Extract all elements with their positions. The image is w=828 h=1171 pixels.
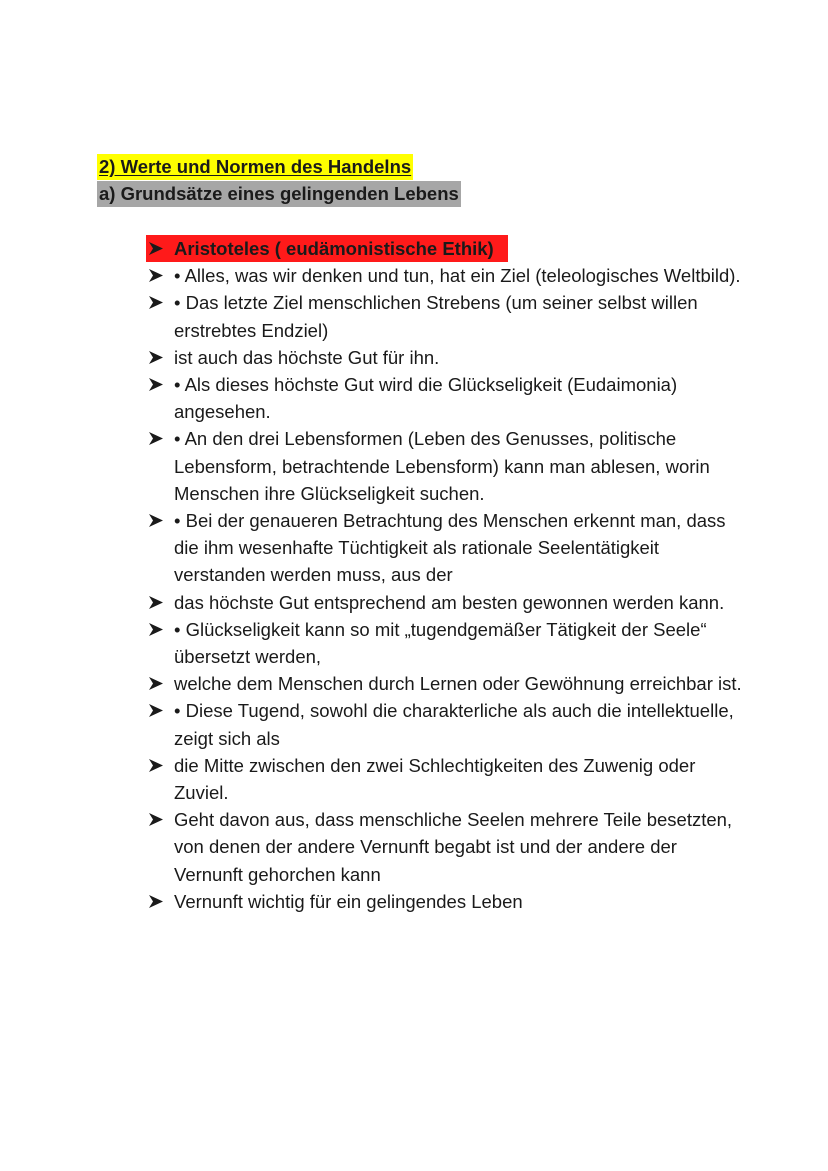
arrow-bullet-icon <box>148 622 164 637</box>
list-item-text: • An den drei Lebensformen (Leben des Genusses, politische Lebensform, betrachtende Lebensform) kann man ablesen, worin Menschen ihre Glückseligkeit suchen. <box>174 428 710 504</box>
arrow-bullet-icon <box>148 268 164 283</box>
arrow-bullet-icon <box>148 295 164 310</box>
list-item <box>146 888 746 915</box>
list-item <box>146 670 746 697</box>
list-item <box>146 697 746 751</box>
arrow-bullet-icon <box>148 431 164 446</box>
list-item-text: ist auch das höchste Gut für ihn. <box>174 346 440 368</box>
list-item <box>146 344 746 371</box>
arrow-bullet-icon <box>148 894 164 909</box>
list-item-text: • Glückseligkeit kann so mit „tugendgemäßer Tätigkeit der Seele“ übersetzt werden, <box>174 618 707 668</box>
arrow-bullet-icon <box>148 812 164 827</box>
list-item-aristoteles <box>146 235 508 262</box>
list-item <box>146 806 746 888</box>
arrow-bullet-icon <box>148 377 164 392</box>
list-item-text: • Bei der genaueren Betrachtung des Menschen erkennt man, dass die ihm wesenhafte Tüchtigkeit als rationale Seelentätigkeit verstanden werden muss, aus der <box>174 510 726 586</box>
arrow-bullet-icon <box>148 676 164 691</box>
list-item <box>146 262 746 289</box>
list-item-text: Geht davon aus, dass menschliche Seelen mehrere Teile besetzten, von denen der andere Vernunft begabt ist und der andere der Vernunft gehorchen kann <box>174 809 733 885</box>
highlighted-text: Aristoteles ( eudämonistische Ethik) <box>146 235 508 262</box>
list-item <box>146 507 746 589</box>
list-item <box>146 616 746 670</box>
list-item <box>146 371 746 425</box>
list-item-text: • Das letzte Ziel menschlichen Strebens (um seiner selbst willen erstrebtes Endziel) <box>174 292 698 341</box>
list-item <box>146 589 746 616</box>
bullet-list <box>146 235 746 915</box>
section-title: 2) Werte und Normen des Handelns <box>97 154 413 180</box>
list-item-text: welche dem Menschen durch Lernen oder Gewöhnung erreichbar ist. <box>174 673 742 695</box>
list-item-text: • Alles, was wir denken und tun, hat ein Ziel (teleologisches Weltbild). <box>174 265 741 287</box>
arrow-bullet-icon <box>148 350 164 365</box>
arrow-bullet-icon <box>148 513 164 528</box>
list-item-text: die Mitte zwischen den zwei Schlechtigkeiten des Zuwenig oder Zuviel. <box>174 754 696 804</box>
arrow-bullet-icon <box>148 758 164 773</box>
list-item <box>146 425 746 507</box>
list-item-text: Vernunft wichtig für ein gelingendes Leben <box>174 890 523 912</box>
arrow-bullet-icon <box>148 595 164 610</box>
list-item <box>146 289 746 343</box>
list-item-text: das höchste Gut entsprechend am besten gewonnen werden kann. <box>174 591 725 613</box>
arrow-bullet-icon <box>148 703 164 718</box>
arrow-bullet-icon <box>148 241 164 256</box>
list-item-text: • Diese Tugend, sowohl die charakterliche als auch die intellektuelle, zeigt sich als <box>174 700 734 749</box>
subsection-title: a) Grundsätze eines gelingenden Lebens <box>97 181 461 207</box>
list-item <box>146 752 746 806</box>
list-item-text: • Als dieses höchste Gut wird die Glückseligkeit (Eudaimonia) angesehen. <box>174 374 678 423</box>
